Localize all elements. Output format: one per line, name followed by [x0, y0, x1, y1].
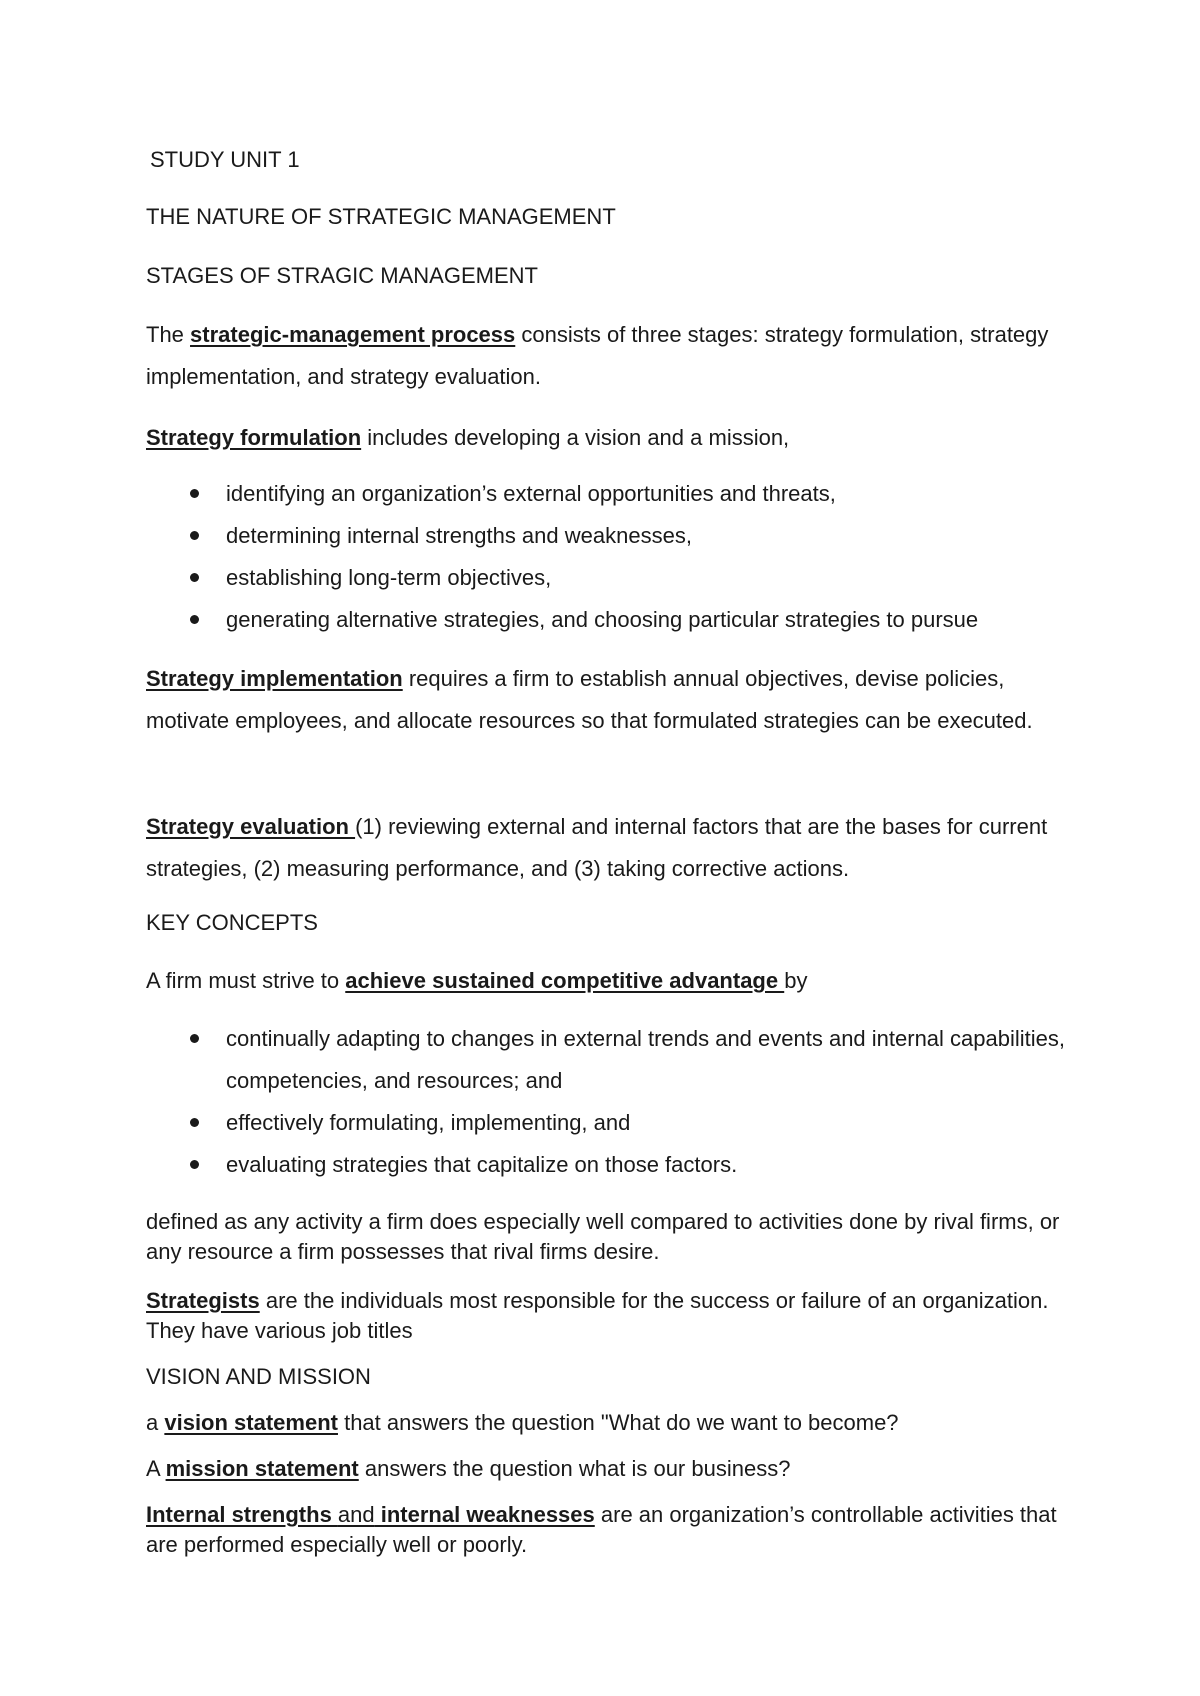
bullet-icon	[190, 1118, 199, 1127]
vision-text: that answers the question "What do we want to become?	[337, 1410, 899, 1435]
bullet-icon	[190, 531, 199, 540]
formulation-list	[146, 473, 1076, 641]
bullet-icon	[190, 489, 199, 498]
advantage-paragraph	[146, 966, 807, 996]
evaluation-paragraph	[146, 806, 1076, 890]
strategists-text: are the individuals most responsible for the success or failure of an organization. They have various job titles	[146, 1288, 1049, 1343]
advantage-suffix: by	[784, 968, 808, 993]
process-text: consists of three stages: strategy formulation, strategy implementation, and strategy evaluation.	[146, 322, 1049, 389]
advantage-prefix: A firm must strive to	[146, 968, 346, 993]
strategists-paragraph	[146, 1286, 1076, 1346]
stages-heading: STAGES OF STRAGIC MANAGEMENT	[146, 263, 538, 288]
vision-term: vision statement	[164, 1410, 338, 1435]
mission-paragraph	[146, 1454, 790, 1484]
advantage-list	[146, 1018, 1076, 1186]
strengths-term: Internal strengths	[146, 1502, 338, 1527]
bullet-icon	[190, 1160, 199, 1169]
advantage-term: achieve sustained competitive advantage	[345, 968, 785, 993]
mission-text: answers the question what is our business?	[358, 1456, 791, 1481]
vision-paragraph	[146, 1408, 899, 1438]
nature-heading: THE NATURE OF STRATEGIC MANAGEMENT	[146, 204, 616, 229]
list-item: establishing long-term objectives,	[146, 557, 1076, 599]
list-item: continually adapting to changes in external trends and events and internal capabilities, competencies, and resources; and	[146, 1018, 1076, 1102]
evaluation-term: Strategy evaluation	[146, 814, 356, 839]
list-item: determining internal strengths and weaknesses,	[146, 515, 1076, 557]
strategists-term: Strategists	[146, 1288, 260, 1313]
bullet-icon	[190, 1034, 199, 1043]
bullet-icon	[190, 573, 199, 582]
process-prefix: The	[146, 322, 191, 347]
key-concepts-heading: KEY CONCEPTS	[146, 910, 318, 935]
formulation-text: includes developing a vision and a mission,	[361, 425, 790, 450]
strengths-paragraph	[146, 1500, 1076, 1560]
list-item: generating alternative strategies, and choosing particular strategies to pursue	[146, 599, 1076, 641]
implementation-paragraph	[146, 658, 1076, 742]
defined-paragraph: defined as any activity a firm does especially well compared to activities done by rival firms, or any resource a firm possesses that rival firms desire.	[146, 1209, 1060, 1264]
bullet-icon	[190, 615, 199, 624]
mission-prefix: A	[146, 1456, 166, 1481]
implementation-text: requires a firm to establish annual objectives, devise policies, motivate employees, and allocate resources so that formulated strategies can be executed.	[146, 666, 1033, 733]
evaluation-text: (1) reviewing external and internal factors that are the bases for current strategies, (2) measuring performance, and (3) taking corrective actions.	[146, 814, 1048, 881]
formulation-term: Strategy formulation	[146, 425, 362, 450]
strengths-text: are an organization’s controllable activities that are performed especially well or poorly.	[146, 1502, 1057, 1557]
study-unit-heading: STUDY UNIT 1	[150, 147, 300, 172]
process-term: strategic-management process	[190, 322, 516, 347]
strengths-and: and	[337, 1502, 375, 1527]
list-item: evaluating strategies that capitalize on those factors.	[146, 1144, 1076, 1186]
weaknesses-term: internal weaknesses	[374, 1502, 595, 1527]
list-item: identifying an organization’s external opportunities and threats,	[146, 473, 1076, 515]
vision-prefix: a	[146, 1410, 165, 1435]
vision-mission-heading: VISION AND MISSION	[146, 1364, 371, 1389]
process-paragraph	[146, 314, 1076, 398]
implementation-term: Strategy implementation	[146, 666, 403, 691]
formulation-paragraph	[146, 423, 789, 453]
mission-term: mission statement	[165, 1456, 359, 1481]
list-item: effectively formulating, implementing, and	[146, 1102, 1076, 1144]
